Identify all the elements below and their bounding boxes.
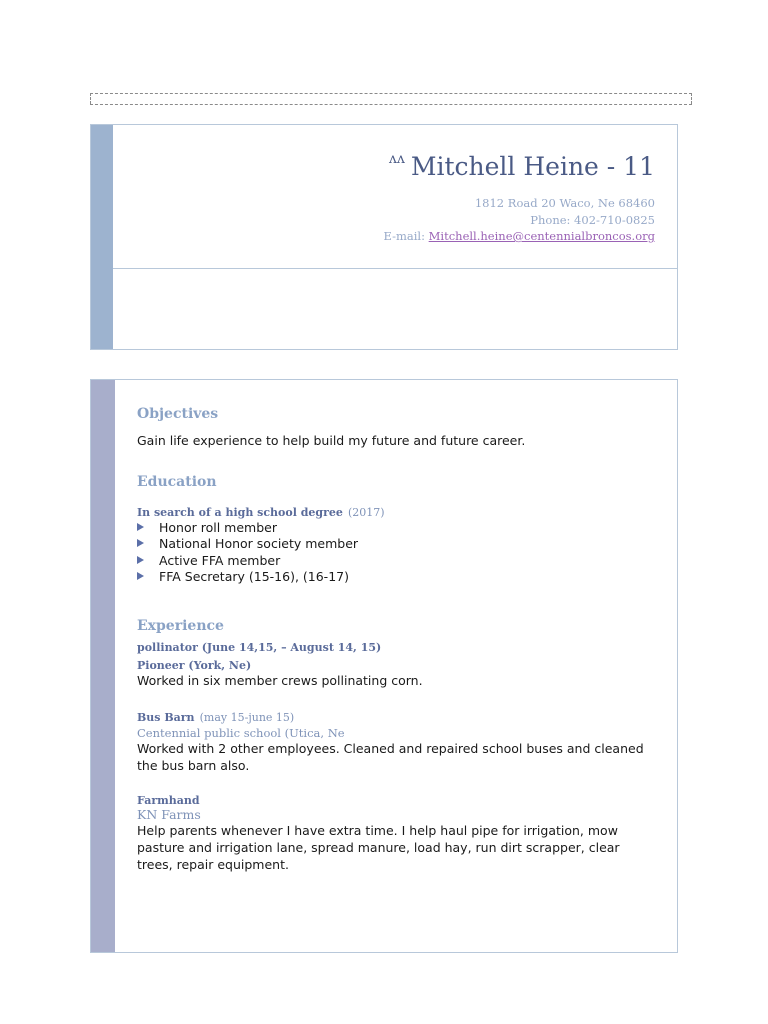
degree: In search of a high school degree: [137, 506, 343, 519]
email-row: [384, 228, 656, 245]
resume-body-card: [90, 379, 678, 953]
name-heading: [384, 151, 656, 181]
job-desc: Help parents whenever I have extra time. I help haul pipe for irrigation, mow pasture and irrigation lane, spread manure, load hay, run dirt scrapper, clear trees, repair equipment.: [137, 823, 620, 873]
job-entry: [137, 794, 657, 873]
job-title: Farmhand: [137, 794, 200, 808]
address: 1812 Road 20 Waco, Ne 68460: [474, 196, 655, 210]
email-label: E-mail:: [383, 229, 429, 243]
job-org: KN Farms: [137, 807, 201, 823]
bullet-arrow-icon: [137, 523, 144, 531]
bullet-arrow-icon: [137, 556, 144, 564]
objectives-text: Gain life experience to help build my future and future career.: [137, 433, 526, 448]
job-title: pollinator (June 14,15, – August 14, 15): [137, 641, 382, 655]
education-heading: Education: [137, 474, 217, 490]
header-card: [90, 124, 678, 350]
contact-block: [384, 151, 656, 245]
education-degree-line: [137, 501, 657, 520]
dashed-rule-bottom: [90, 104, 692, 105]
job-desc: Worked with 2 other employees. Cleaned and repaired school buses and cleaned the bus barn also.: [137, 741, 644, 774]
list-item: Honor roll member: [137, 520, 657, 536]
job-entry: [137, 706, 657, 774]
job-entry: [137, 641, 657, 689]
job-desc: Worked in six member crews pollinating corn.: [137, 673, 423, 689]
job-org: Centennial public school (Utica, Ne: [137, 726, 345, 741]
list-item: Active FFA member: [137, 553, 657, 569]
caret-mark-icon: ᴧᴧ: [389, 151, 405, 167]
header-accent-bar: [91, 125, 113, 349]
list-item: National Honor society member: [137, 536, 657, 552]
dashed-rule-top: [90, 93, 692, 94]
body-accent-bar: [91, 380, 115, 952]
experience-heading: Experience: [137, 618, 224, 635]
phone: Phone: 402-710-0825: [530, 212, 655, 227]
degree-year: (2017): [348, 506, 385, 519]
bullet-arrow-icon: [137, 572, 144, 580]
dashed-rule-left: [90, 93, 91, 104]
job-org: Pioneer (York, Ne): [137, 659, 252, 673]
education-list: [137, 520, 657, 585]
job-title: Bus Barn: [137, 711, 195, 725]
dashed-rule-right: [691, 93, 692, 104]
list-item: FFA Secretary (15-16), (16-17): [137, 569, 657, 585]
email-link[interactable]: Mitchell.heine@centennialbroncos.org: [428, 229, 655, 243]
full-name: Mitchell Heine - 11: [410, 152, 655, 181]
header-divider: [113, 268, 677, 269]
bullet-arrow-icon: [137, 539, 144, 547]
job-dates: (may 15-june 15): [199, 711, 295, 725]
objectives-heading: Objectives: [137, 406, 219, 422]
